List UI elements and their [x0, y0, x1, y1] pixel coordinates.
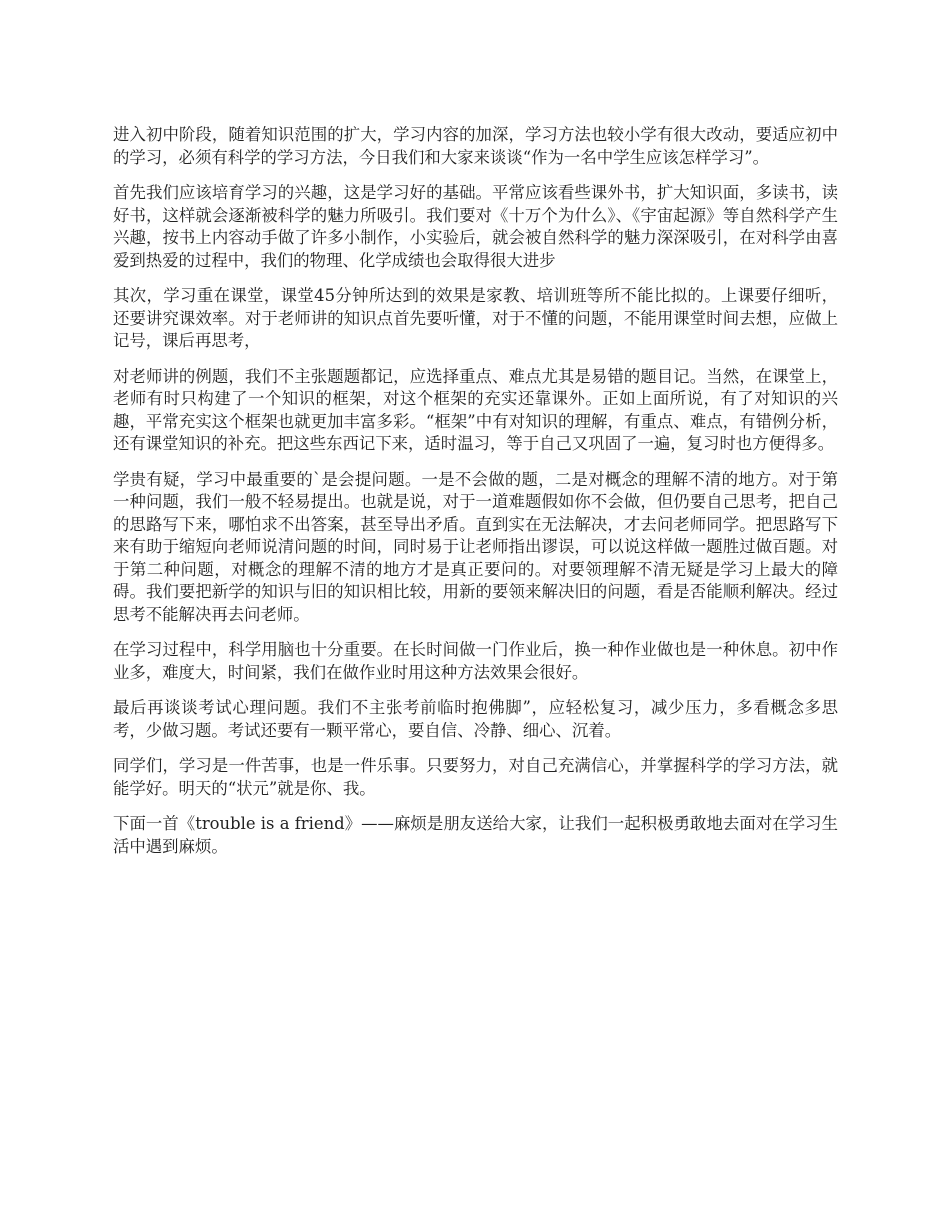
paragraph-interest: 首先我们应该培育学习的兴趣，这是学习好的基础。平常应该看些课外书，扩大知识面，多读书，读好书，这样就会逐渐被科学的魅力所吸引。我们要对《十万个为什么》、《宇宙起源》等自然科学产生兴趣，按书上内容动手做了许多小制作，小实验后，就会被自然科学的魅力深深吸引，在对科学由喜爱到热爱的过程中，我们的物理、化学成绩也会取得很大进步: [113, 183, 838, 270]
paragraph-exam-psychology: 最后再谈谈考试心理问题。我们不主张考前临时抱佛脚”，应轻松复习，减少压力，多看概念多思考，少做习题。考试还要有一颗平常心，要自信、冷静、细心、沉着。: [113, 698, 838, 740]
paragraph-song: 下面一首《trouble is a friend》——麻烦是朋友送给大家，让我们一起积极勇敢地去面对在学习生活中遇到麻烦。: [113, 814, 838, 856]
paragraph-questions: 学贵有疑，学习中最重要的`是会提问题。一是不会做的题，二是对概念的理解不清的地方。对于第一种问题，我们一般不轻易提出。也就是说，对于一道难题假如你不会做，但仍要自己思考，把自己的思路写下来，哪怕求不出答案，甚至导出矛盾。直到实在无法解决，才去问老师同学。把思路写下来有助于缩短向老师说清问题的时间，同时易于让老师指出谬误，可以说这样做一题胜过做百题。对于第二种问题，对概念的理解不清的地方才是真正要问的。对要领理解不清无疑是学习上最大的障碍。我们要把新学的知识与旧的知识相比较，用新的要领来解决旧的问题，看是否能顺利解决。经过思考不能解决再去问老师。: [113, 469, 838, 624]
document-body: [113, 124, 838, 871]
paragraph-classroom: 其次，学习重在课堂，课堂45分钟所达到的效果是家教、培训班等所不能比拟的。上课要仔细听，还要讲究课效率。对于老师讲的知识点首先要听懂，对于不懂的问题，不能用课堂时间去想，应做上记号，课后再思考，: [113, 286, 838, 350]
paragraph-intro: 进入初中阶段，随着知识范围的扩大，学习内容的加深，学习方法也较小学有很大改动，要适应初中的学习，必须有科学的学习方法，今日我们和大家来谈谈“作为一名中学生应该怎样学习”。: [113, 125, 838, 167]
paragraph-notes: 对老师讲的例题，我们不主张题题都记，应选择重点、难点尤其是易错的题目记。当然，在课堂上，老师有时只构建了一个知识的框架，对这个框架的充实还靠课外。正如上面所说，有了对知识的兴趣，平常充实这个框架也就更加丰富多彩。“框架”中有对知识的理解，有重点、难点，有错例分析，还有课堂知识的补充。把这些东西记下来，适时温习，等于自己又巩固了一遍，复习时也方便得多。: [113, 366, 838, 453]
paragraph-brain-use: 在学习过程中，科学用脑也十分重要。在长时间做一门作业后，换一种作业做也是一种休息。初中作业多，难度大，时间紧，我们在做作业时用这种方法效果会很好。: [113, 640, 838, 682]
paragraph-encouragement: 同学们，学习是一件苦事，也是一件乐事。只要努力，对自己充满信心，并掌握科学的学习方法，就能学好。明天的“状元”就是你、我。: [113, 756, 838, 798]
